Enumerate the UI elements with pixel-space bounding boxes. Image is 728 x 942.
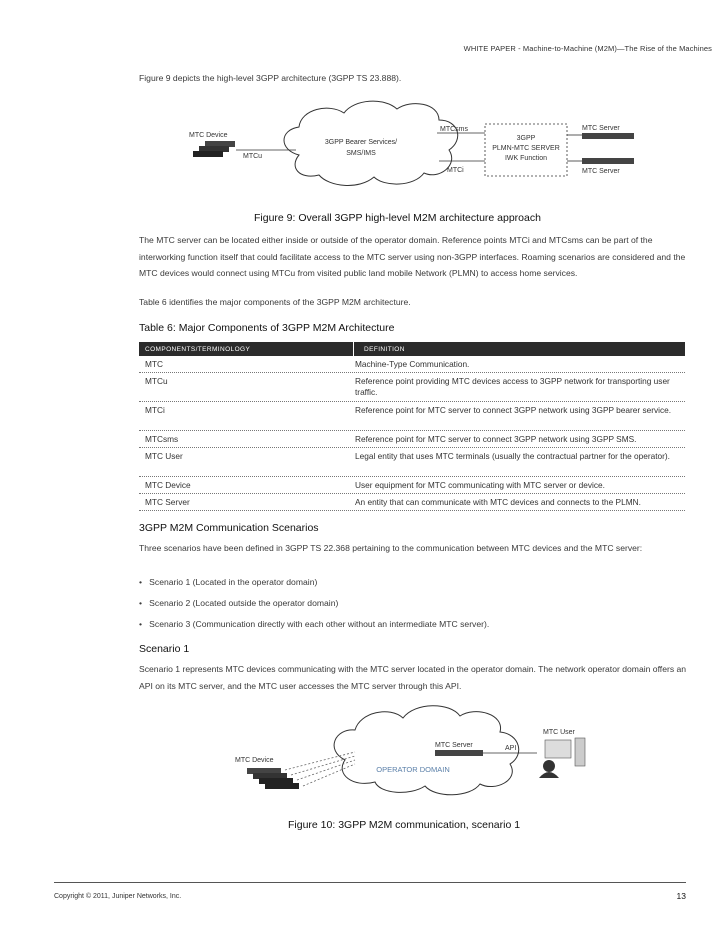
components-table [139,342,685,511]
table-cell-definition: Reference point for MTC server to connect 3GPP network using 3GPP SMS. [355,434,637,444]
page-number: 13 [676,891,686,901]
scenario-item-text: Scenario 1 (Located in the operator domain) [149,577,318,587]
table-row [139,477,685,494]
paragraph-mtc-server-location: The MTC server can be located either inside or outside of the operator domain. Reference points MTCi and MTCsms can be part of the interworking function itself that could facilitate access to the MTC server using non-3GPP interfaces. Roaming scenarios are considered and the MTC devices would connect using MTCu from visited public land mobile Network (PLMN) to access home services. [139,235,686,278]
table-row [139,448,685,477]
table-row [139,356,685,373]
table-cell-term: MTCsms [145,434,179,444]
figure-9-caption: Figure 9: Overall 3GPP high-level M2M architecture approach [254,212,541,224]
figure-10-diagram [225,700,605,815]
table-cell-term: MTCu [145,376,168,386]
fig9-mtc-server-bottom-label: MTC Server [582,168,620,175]
table-cell-term: MTC [145,359,163,369]
list-item: • Scenario 1 (Located in the operator domain) [139,577,318,587]
table-cell-definition: User equipment for MTC communicating with MTC server or device. [355,480,605,490]
fig10-mtc-device-label: MTC Device [235,757,274,764]
header-components: COMPONENTS/TERMINOLOGY [145,345,251,353]
header-title: WHITE PAPER - Machine-to-Machine (M2M)—The Rise of the Machines [463,44,712,53]
table-cell-definition: Reference point providing MTC devices access to 3GPP network for transporting user traffic. [355,376,670,397]
table-row [139,494,685,511]
table-cell-term: MTC Server [145,497,190,507]
table-6-title: Table 6: Major Components of 3GPP M2M Architecture [139,322,395,334]
scenario-item-text: Scenario 2 (Located outside the operator domain) [149,598,339,608]
mtc-device-stack-icon [193,141,235,157]
scenarios-intro: Three scenarios have been defined in 3GPP TS 22.368 pertaining to the communication between MTC devices and the MTC server: [139,543,643,553]
scenarios-heading: 3GPP M2M Communication Scenarios [139,522,319,534]
scenario-1-heading: Scenario 1 [139,643,190,655]
list-item: • Scenario 2 (Located outside the operator domain) [139,598,339,608]
iwk-line-3: IWK Function [504,155,548,162]
table-cell-definition: Machine-Type Communication. [355,359,470,369]
header-definition: DEFINITION [353,342,405,356]
table-cell-term: MTC Device [145,480,191,490]
table-row [139,402,685,431]
figure-10-caption: Figure 10: 3GPP M2M communication, scenario 1 [288,819,521,831]
mtci-label: MTCi [447,167,464,174]
paragraph-table-intro: Table 6 identifies the major components of the 3GPP M2M architecture. [139,297,411,307]
table-row [139,373,685,402]
fig10-server-icon [435,750,483,756]
fig10-mtc-device-stack-icon [247,768,299,789]
table-cell-definition: Legal entity that uses MTC terminals (usually the contractual partner for the operator). [355,451,670,461]
operator-domain-label: OPERATOR DOMAIN [376,765,450,774]
table-cell-definition: An entity that can communicate with MTC devices and connects to the PLMN. [355,497,641,507]
fig9-mtc-device-label: MTC Device [189,132,228,139]
fig10-mtc-server-label: MTC Server [435,742,473,749]
table-cell-term: MTC User [145,451,183,461]
scenario-list [139,577,489,640]
fig9-mtc-server-top-label: MTC Server [582,125,620,132]
list-item: • Scenario 3 (Communication directly with each other without an intermediate MTC server). [139,619,490,629]
mtc-user-computer-icon [539,738,585,778]
footer-divider [54,882,686,883]
mtcu-label: MTCu [243,153,263,160]
iwk-line-2: PLMN-MTC SERVER [492,145,560,152]
cloud-label-2: SMS/IMS [346,150,376,157]
figure-9-diagram [139,95,699,205]
intro-text: Figure 9 depicts the high-level 3GPP architecture (3GPP TS 23.888). [139,73,402,83]
mtc-user-label: MTC User [543,729,575,736]
table-cell-definition: Reference point for MTC server to connect 3GPP network using 3GPP bearer service. [355,405,672,415]
scenario-item-text: Scenario 3 (Communication directly with each other without an intermediate MTC server). [149,619,490,629]
operator-domain-cloud [334,706,519,795]
table-cell-term: MTCi [145,405,165,415]
scenario-1-text: Scenario 1 represents MTC devices communicating with the MTC server located in the operator domain. The network operator domain offers an API on its MTC server, and the MTC user accesses the MTC server through this API. [139,664,687,691]
server-bottom-icon [582,158,634,164]
iwk-line-1: 3GPP [516,135,536,142]
cloud-label-1: 3GPP Bearer Services/ [324,139,398,146]
server-top-icon [582,133,634,139]
api-label: API [505,745,517,752]
table-header [139,342,685,356]
footer-copyright: Copyright © 2011, Juniper Networks, Inc. [54,893,182,900]
table-row [139,431,685,448]
mtcsms-label: MTCsms [440,126,468,133]
